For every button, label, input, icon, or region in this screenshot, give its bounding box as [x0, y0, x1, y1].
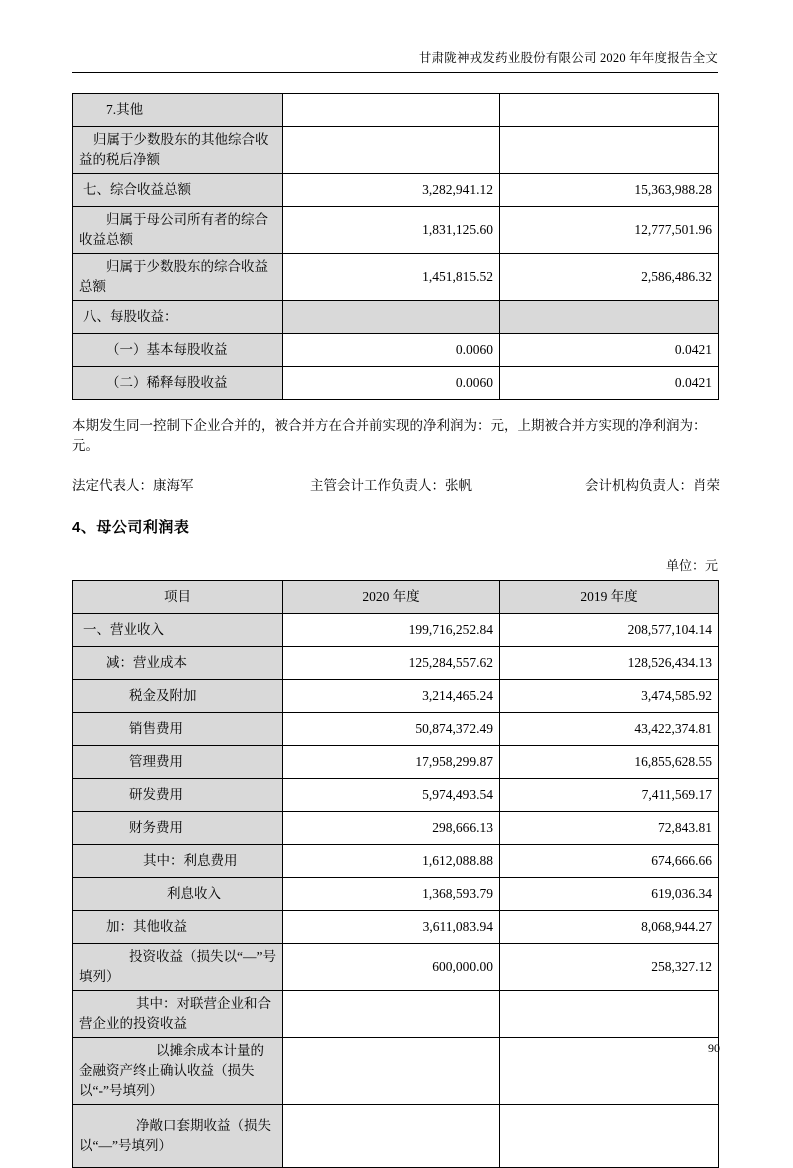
- row-label: 归属于少数股东的综合收益总额: [73, 254, 283, 301]
- row-label: 减：营业成本: [73, 647, 283, 680]
- row-label: 净敞口套期收益（损失以“—”号填列）: [73, 1105, 283, 1168]
- signature-line: [72, 474, 718, 494]
- row-value-2020: 1,612,088.88: [283, 845, 500, 878]
- row-value-2020: [283, 301, 500, 334]
- row-value-2020: 1,831,125.60: [283, 207, 500, 254]
- section-heading: 4、母公司利润表: [72, 519, 190, 536]
- table-row: [73, 991, 719, 1038]
- row-value-2020: 3,214,465.24: [283, 680, 500, 713]
- row-value-2019: 16,855,628.55: [500, 746, 719, 779]
- report-header-title: 甘肃陇神戎发药业股份有限公司 2020 年年度报告全文: [72, 0, 718, 73]
- row-value-2020: 3,611,083.94: [283, 911, 500, 944]
- row-value-2019: 43,422,374.81: [500, 713, 719, 746]
- row-value-2020: 0.0060: [283, 334, 500, 367]
- row-value-2020: 50,874,372.49: [283, 713, 500, 746]
- row-value-2019: [500, 127, 719, 174]
- row-value-2019: [500, 94, 719, 127]
- table-row: [73, 746, 719, 779]
- row-label: （一）基本每股收益: [73, 334, 283, 367]
- table-row: [73, 812, 719, 845]
- row-label: 利息收入: [73, 878, 283, 911]
- table-row: [73, 127, 719, 174]
- row-value-2019: 12,777,501.96: [500, 207, 719, 254]
- row-value-2019: 0.0421: [500, 367, 719, 400]
- parent-company-income-table-body: [73, 614, 719, 1168]
- row-value-2019: 3,474,585.92: [500, 680, 719, 713]
- row-label: 7.其他: [73, 94, 283, 127]
- row-value-2019: 128,526,434.13: [500, 647, 719, 680]
- row-value-2019: 2,586,486.32: [500, 254, 719, 301]
- table-row: [73, 911, 719, 944]
- column-header-2019: 2019 年度: [500, 581, 719, 614]
- table-row: [73, 174, 719, 207]
- row-label: 加：其他收益: [73, 911, 283, 944]
- row-value-2019: 619,036.34: [500, 878, 719, 911]
- row-value-2020: 3,282,941.12: [283, 174, 500, 207]
- table-row: [73, 301, 719, 334]
- table-row: [73, 334, 719, 367]
- row-label: 销售费用: [73, 713, 283, 746]
- page-number: 90: [708, 1041, 720, 1055]
- row-label: 八、每股收益：: [73, 301, 283, 334]
- row-value-2020: [283, 991, 500, 1038]
- row-label: 一、营业收入: [73, 614, 283, 647]
- row-value-2020: 600,000.00: [283, 944, 500, 991]
- row-label: 管理费用: [73, 746, 283, 779]
- row-label: 以摊余成本计量的金融资产终止确认收益（损失以“-”号填列）: [73, 1038, 283, 1105]
- row-value-2020: 17,958,299.87: [283, 746, 500, 779]
- table-row: [73, 680, 719, 713]
- row-value-2019: [500, 991, 719, 1038]
- row-value-2020: 5,974,493.54: [283, 779, 500, 812]
- row-value-2019: 208,577,104.14: [500, 614, 719, 647]
- legal-representative: 法定代表人：康海军: [72, 478, 194, 493]
- row-value-2019: 8,068,944.27: [500, 911, 719, 944]
- row-value-2020: [283, 1038, 500, 1105]
- unit-label: 单位：元: [665, 558, 718, 573]
- consolidated-income-table: [72, 93, 719, 400]
- header-row: [73, 581, 719, 614]
- row-label: 归属于母公司所有者的综合收益总额: [73, 207, 283, 254]
- row-value-2020: 298,666.13: [283, 812, 500, 845]
- table-row: [73, 207, 719, 254]
- row-value-2020: [283, 94, 500, 127]
- accounting-agency-head: 会计机构负责人：肖荣: [585, 478, 720, 493]
- row-value-2019: 674,666.66: [500, 845, 719, 878]
- row-label: 归属于少数股东的其他综合收益的税后净额: [73, 127, 283, 174]
- column-header-2020: 2020 年度: [283, 581, 500, 614]
- row-label: 税金及附加: [73, 680, 283, 713]
- row-value-2019: 7,411,569.17: [500, 779, 719, 812]
- table-row: [73, 367, 719, 400]
- row-label: 研发费用: [73, 779, 283, 812]
- table-row: [73, 944, 719, 991]
- chief-accountant: 主管会计工作负责人：张帆: [310, 478, 472, 493]
- row-value-2020: 1,451,815.52: [283, 254, 500, 301]
- parent-company-income-table-head: [73, 581, 719, 614]
- row-label: （二）稀释每股收益: [73, 367, 283, 400]
- row-value-2019: 72,843.81: [500, 812, 719, 845]
- row-value-2020: 125,284,557.62: [283, 647, 500, 680]
- table-row: [73, 878, 719, 911]
- table-row: [73, 779, 719, 812]
- row-value-2019: [500, 301, 719, 334]
- table-row: [73, 94, 719, 127]
- table-row: [73, 1105, 719, 1168]
- parent-company-income-table: [72, 580, 719, 1168]
- page-content: [72, 0, 718, 1168]
- row-value-2020: 199,716,252.84: [283, 614, 500, 647]
- row-value-2020: 1,368,593.79: [283, 878, 500, 911]
- row-value-2019: [500, 1105, 719, 1168]
- table-row: [73, 845, 719, 878]
- row-value-2019: 258,327.12: [500, 944, 719, 991]
- table-row: [73, 1038, 719, 1105]
- merger-note: 本期发生同一控制下企业合并的，被合并方在合并前实现的净利润为：元，上期被合并方实现的净利润为：元。: [72, 418, 707, 453]
- row-value-2020: [283, 1105, 500, 1168]
- row-label: 投资收益（损失以“—”号填列）: [73, 944, 283, 991]
- row-value-2020: [283, 127, 500, 174]
- row-label: 七、综合收益总额: [73, 174, 283, 207]
- table-row: [73, 647, 719, 680]
- column-header-item: 项目: [73, 581, 283, 614]
- row-value-2019: [500, 1038, 719, 1105]
- table-row: [73, 254, 719, 301]
- row-value-2019: 15,363,988.28: [500, 174, 719, 207]
- row-value-2019: 0.0421: [500, 334, 719, 367]
- consolidated-income-table-body: [73, 94, 719, 400]
- row-value-2020: 0.0060: [283, 367, 500, 400]
- table-row: [73, 713, 719, 746]
- row-label: 其中：利息费用: [73, 845, 283, 878]
- row-label: 其中：对联营企业和合营企业的投资收益: [73, 991, 283, 1038]
- table-row: [73, 614, 719, 647]
- row-label: 财务费用: [73, 812, 283, 845]
